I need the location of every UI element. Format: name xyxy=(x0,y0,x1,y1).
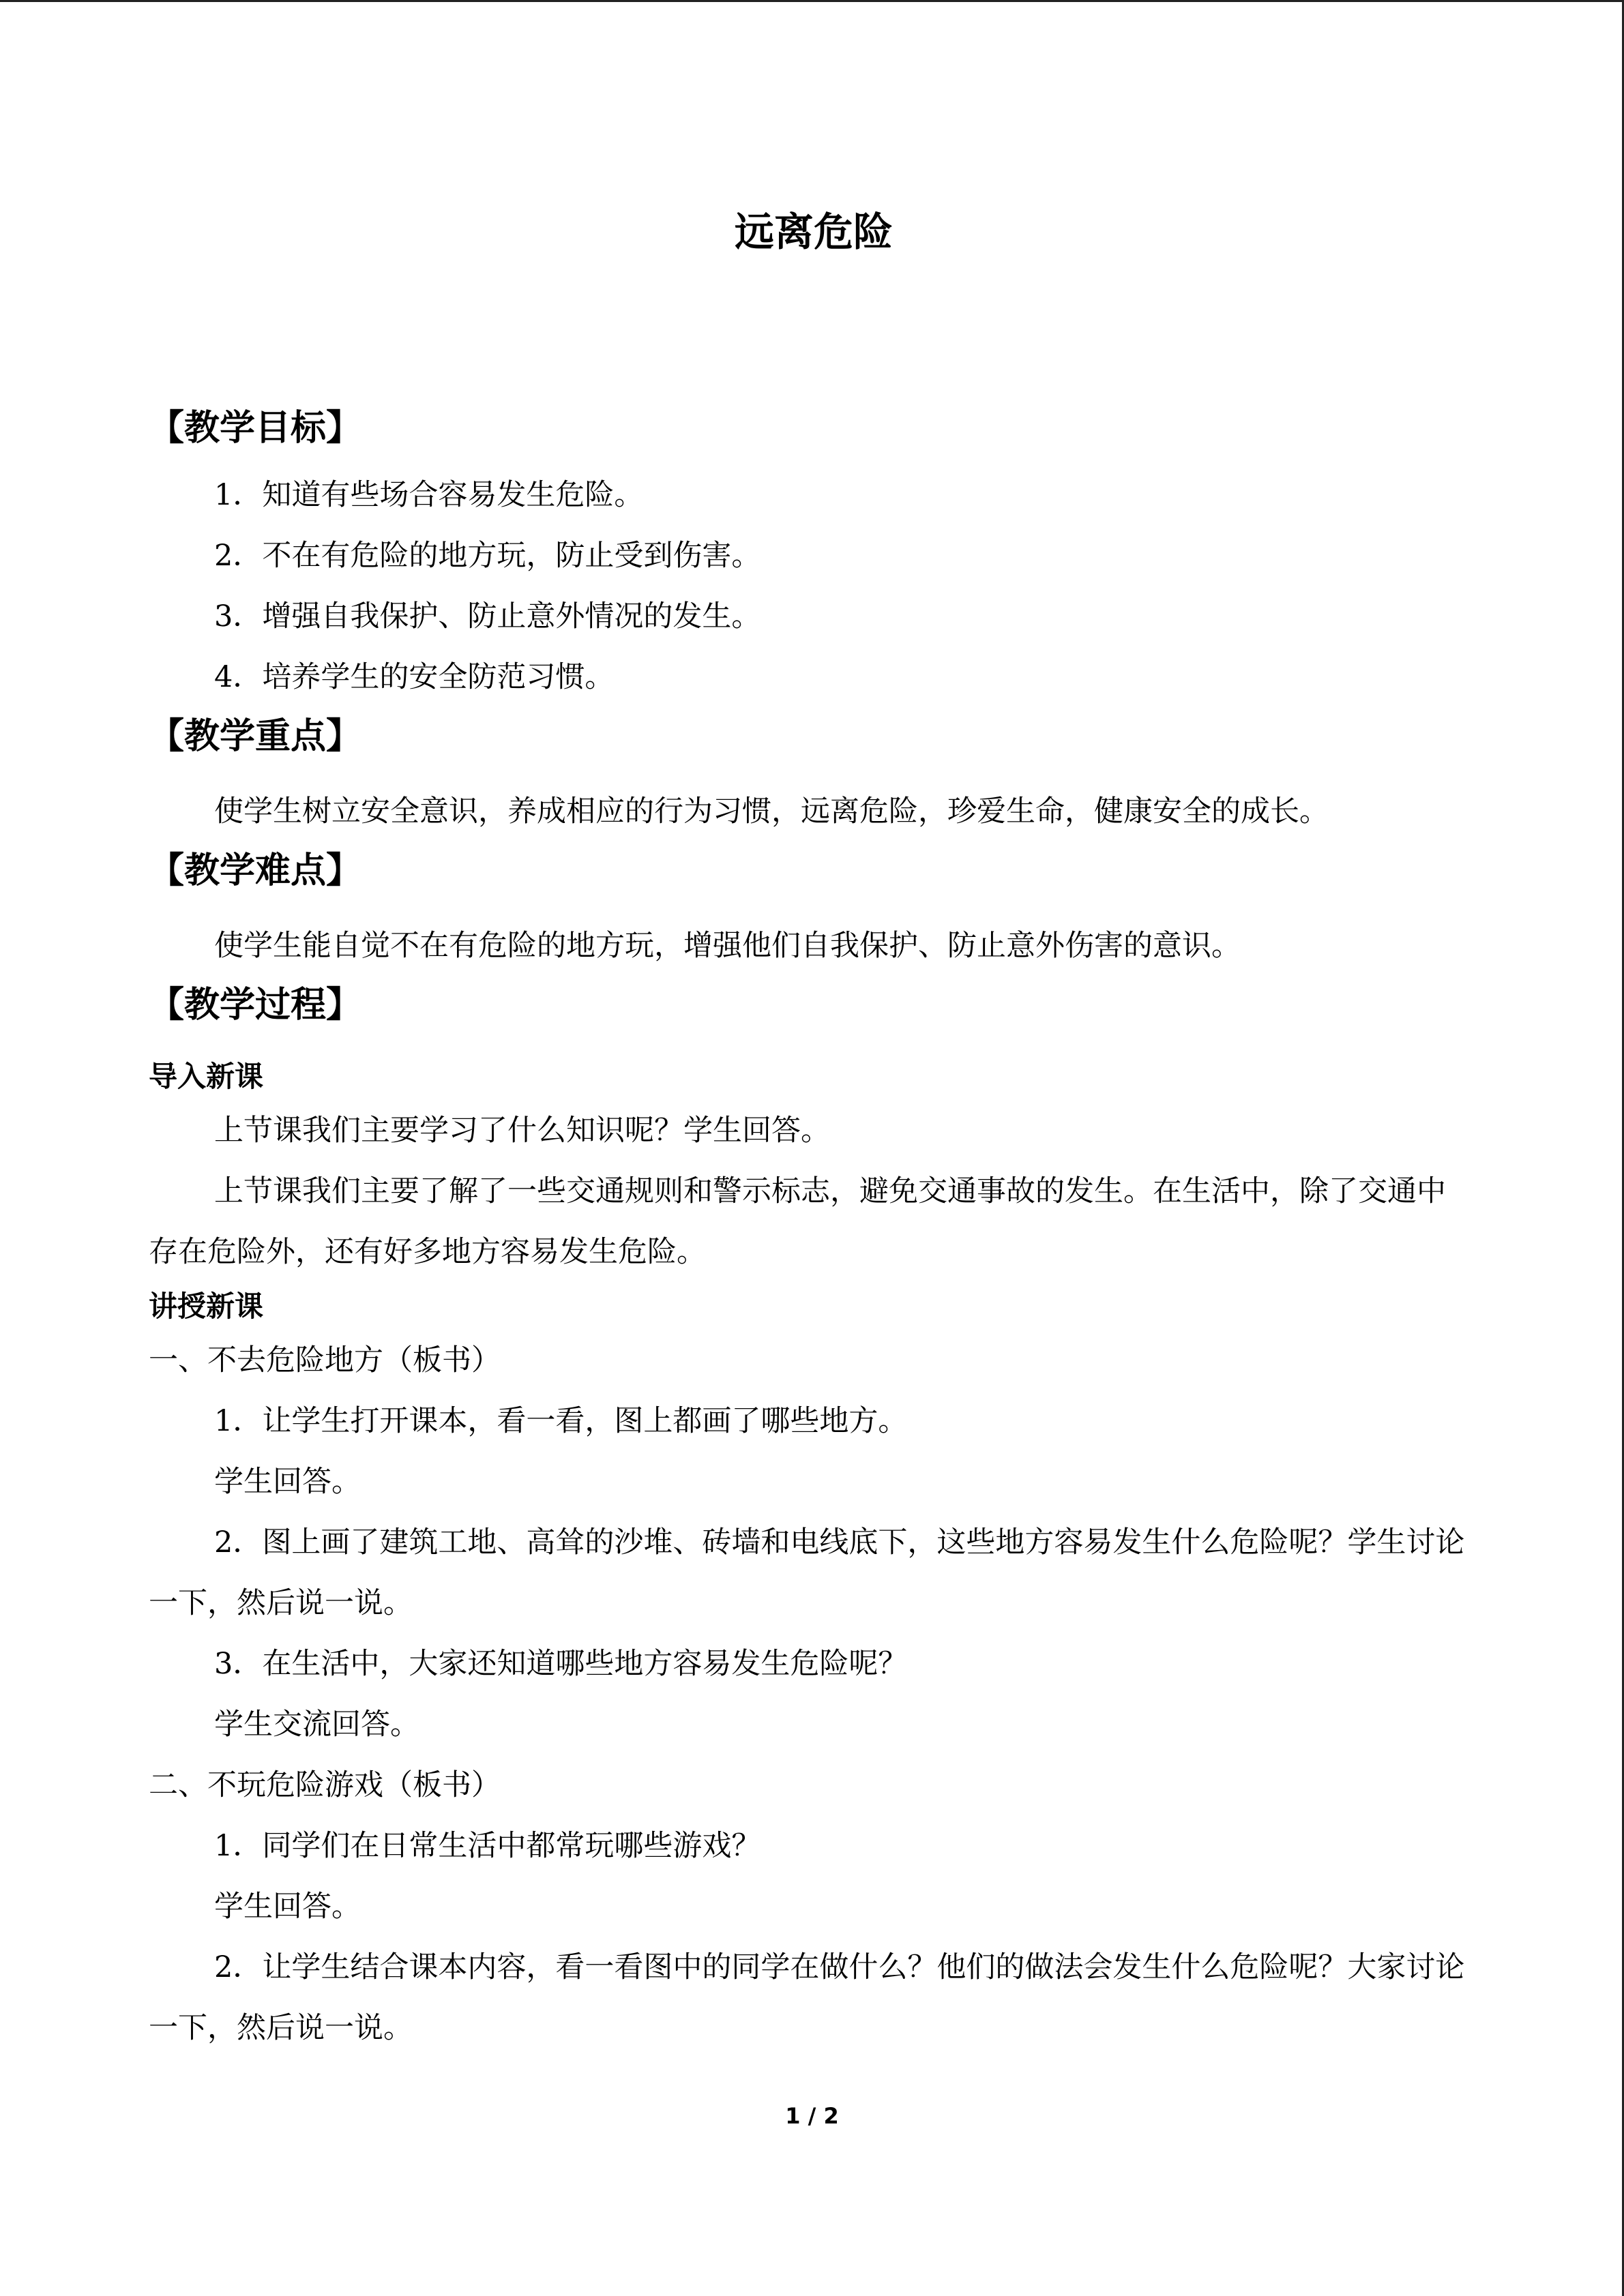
goal-item-3: 3．增强自我保护、防止意外情况的发生。 xyxy=(214,599,761,633)
section-process xyxy=(149,976,1472,2059)
section-goals xyxy=(149,400,1472,708)
intro-paragraph-1: 上节课我们主要学习了什么知识呢？学生回答。 xyxy=(214,1114,830,1148)
page-number: 1 / 2 xyxy=(785,2103,839,2129)
difficulties-text: 使学生能自觉不在有危险的地方玩，增强他们自我保护、防止意外伤害的意识。 xyxy=(214,929,1241,963)
document-body xyxy=(149,205,1472,2059)
section-heading-process: 【教学过程】 xyxy=(149,985,362,1026)
subheading-intro: 导入新课 xyxy=(149,1060,264,1093)
part2-title: 二、不玩危险游戏（板书） xyxy=(149,1768,501,1802)
part1-step-1-answer: 学生回答。 xyxy=(214,1465,361,1499)
key-points-text: 使学生树立安全意识，养成相应的行为习惯，远离危险，珍爱生命，健康安全的成长。 xyxy=(214,794,1329,829)
top-border-line xyxy=(0,0,1624,2)
intro-paragraph-2: 上节课我们主要了解了一些交通规则和警示标志，避免交通事故的发生。在生活中，除了交通中存在危险外，还有好多地方容易发生危险。 xyxy=(149,1174,1446,1269)
section-heading-key-points: 【教学重点】 xyxy=(149,716,362,757)
spacer xyxy=(149,259,1472,400)
goal-item-1: 1．知道有些场合容易发生危险。 xyxy=(214,478,644,512)
part2-step-1: 1．同学们在日常生活中都常玩哪些游戏？ xyxy=(214,1829,761,1863)
part1-step-3-answer: 学生交流回答。 xyxy=(214,1708,419,1742)
section-heading-difficulties: 【教学难点】 xyxy=(149,850,362,891)
subheading-new-lesson: 讲授新课 xyxy=(149,1289,264,1323)
goal-item-4: 4．培养学生的安全防范习惯。 xyxy=(214,660,615,694)
section-heading-goals: 【教学目标】 xyxy=(149,408,362,449)
document-title: 远离危险 xyxy=(734,209,893,255)
part1-step-2: 2．图上画了建筑工地、高耸的沙堆、砖墙和电线底下，这些地方容易发生什么危险呢？学生讨论一下，然后说一说。 xyxy=(149,1525,1465,1620)
part1-step-1: 1．让学生打开课本，看一看，图上都画了哪些地方。 xyxy=(214,1404,908,1438)
goal-item-2: 2．不在有危险的地方玩，防止受到伤害。 xyxy=(214,539,761,573)
part1-title: 一、不去危险地方（板书） xyxy=(149,1343,501,1377)
part2-step-2: 2．让学生结合课本内容，看一看图中的同学在做什么？他们的做法会发生什么危险呢？大家讨论一下，然后说一说。 xyxy=(149,1950,1465,2045)
part1-step-3: 3．在生活中，大家还知道哪些地方容易发生危险呢？ xyxy=(214,1647,908,1681)
section-key-points xyxy=(149,708,1472,842)
section-difficulties xyxy=(149,842,1472,976)
part2-step-1-answer: 学生回答。 xyxy=(214,1890,361,1924)
